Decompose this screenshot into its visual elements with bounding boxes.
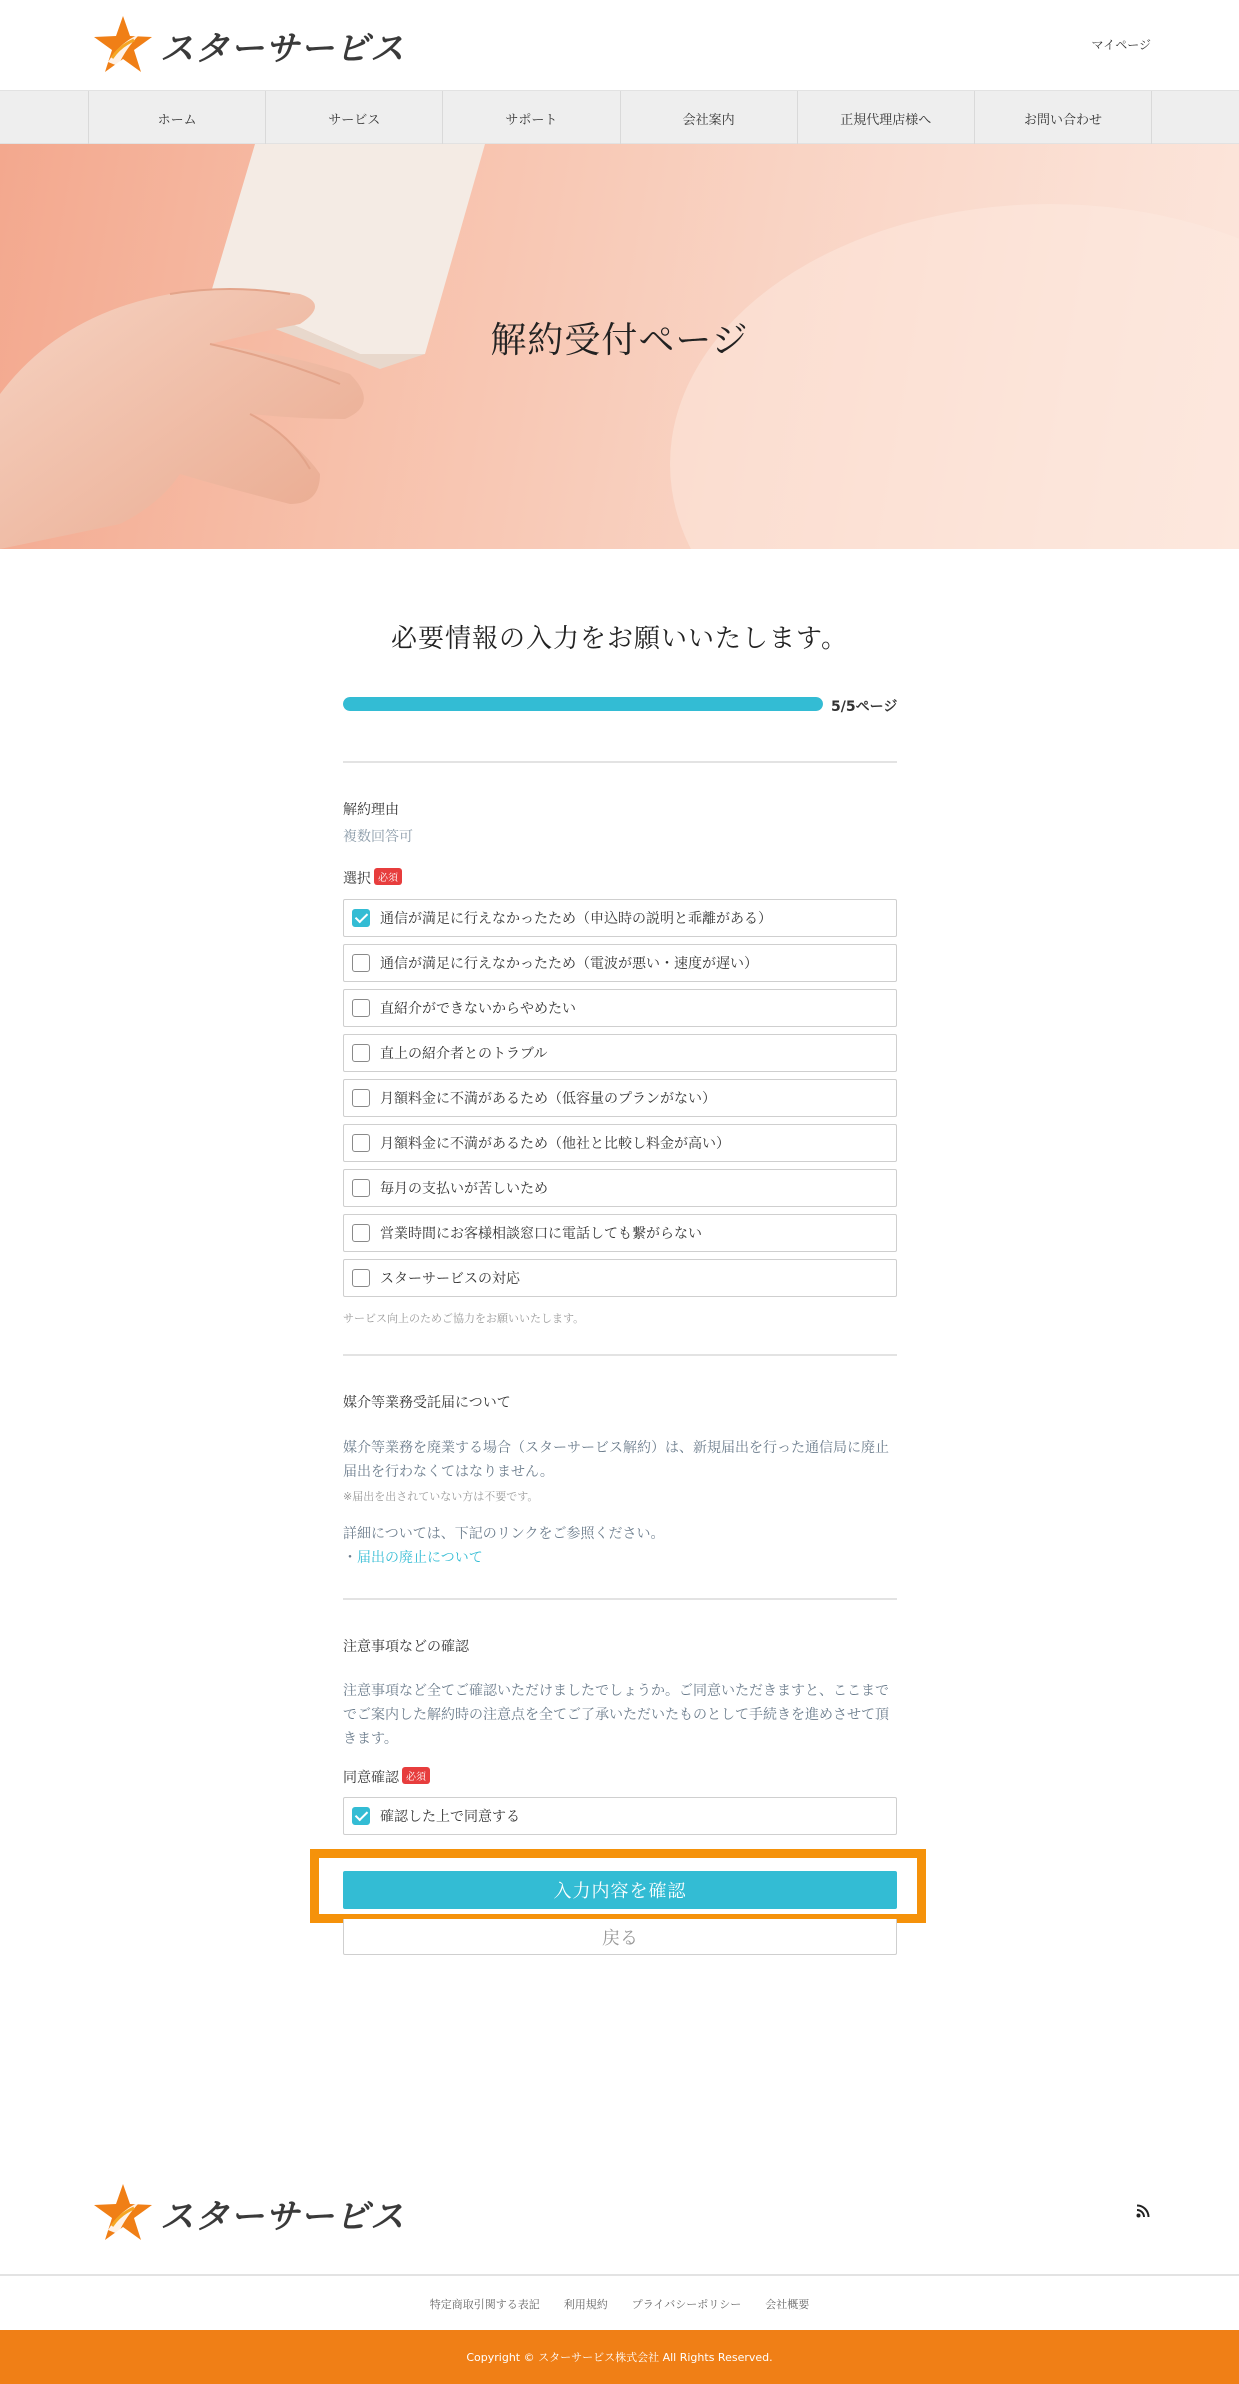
reason-checkbox[interactable]	[352, 1224, 370, 1242]
reason-option-label: 直上の紹介者とのトラブル	[380, 1046, 548, 1062]
footer-link-company[interactable]: 会社概要	[765, 2298, 810, 2311]
reason-checkbox[interactable]	[352, 1089, 370, 1107]
reason-label: 解約理由	[343, 802, 399, 818]
progress-bar	[343, 697, 823, 711]
confirm-body: 注意事項など全てご確認いただけましたでしょうか。ご同意いただきますと、ここまででご案内した解約時の注意点を全てご了承いただいたものとして手続きを進めさせて頂きます。	[343, 1683, 889, 1747]
footer-wordmark: スターサービス	[160, 2196, 405, 2237]
footer-divider	[0, 2274, 1239, 2276]
hero-title: 解約受付ページ	[490, 320, 749, 361]
progress-fill	[343, 697, 823, 711]
global-nav	[0, 90, 1239, 144]
reason-option-label: 通信が満足に行えなかったため（電波が悪い・速度が遅い）	[380, 956, 758, 972]
star-logo-icon	[90, 2180, 156, 2246]
brand-wordmark: スターサービス	[160, 28, 405, 69]
reason-option-label: 直紹介ができないからやめたい	[380, 1001, 576, 1017]
reason-option[interactable]	[343, 989, 897, 1027]
reason-option-label: 月額料金に不満があるため（他社と比較し料金が高い）	[380, 1136, 730, 1152]
reason-note: サービス向上のためご協力をお願いいたします。	[343, 1312, 585, 1325]
reason-checkbox[interactable]	[352, 1134, 370, 1152]
abolition-link[interactable]: 届出の廃止について	[357, 1550, 483, 1566]
page-title: 必要情報の入力をお願いいたします。	[391, 624, 848, 654]
footer-brand-logo[interactable]	[90, 2180, 405, 2246]
reason-option[interactable]	[343, 1214, 897, 1252]
reason-checkbox[interactable]	[352, 909, 370, 927]
nav-item-home[interactable]: ホーム	[89, 91, 266, 145]
reason-checkbox[interactable]	[352, 1044, 370, 1062]
reason-option[interactable]	[343, 1169, 897, 1207]
reason-option-label: スターサービスの対応	[380, 1271, 520, 1287]
reason-option[interactable]	[343, 1259, 897, 1297]
reason-option[interactable]	[343, 899, 897, 937]
required-badge: 必須	[374, 868, 402, 885]
agree-checkbox[interactable]	[352, 1807, 370, 1825]
divider	[343, 761, 897, 763]
footer-link-tokutei[interactable]: 特定商取引関する表記	[429, 2298, 540, 2311]
notice-title: 媒介等業務受託届について	[343, 1395, 511, 1411]
footer-link-terms[interactable]: 利用規約	[563, 2298, 608, 2311]
reason-checkbox[interactable]	[352, 999, 370, 1017]
confirm-input-button[interactable]: 入力内容を確認	[343, 1871, 897, 1909]
progress-label: 5/5ページ	[831, 699, 898, 715]
select-label-text: 選択	[343, 871, 371, 887]
reason-option[interactable]	[343, 944, 897, 982]
reason-checkbox[interactable]	[352, 1179, 370, 1197]
agree-label-text: 同意確認	[343, 1770, 399, 1786]
site-header	[0, 0, 1239, 90]
reason-option[interactable]	[343, 1079, 897, 1117]
copyright: Copyright © スターサービス株式会社 All Rights Reserved.	[0, 2330, 1239, 2384]
hero-banner	[0, 144, 1239, 549]
divider	[343, 1598, 897, 1600]
select-label	[343, 868, 897, 888]
agree-label	[343, 1767, 897, 1787]
reason-option-label: 毎月の支払いが苦しいため	[380, 1181, 548, 1197]
footer-links	[0, 2296, 1239, 2312]
confirm-title: 注意事項などの確認	[343, 1639, 469, 1655]
reason-checkbox[interactable]	[352, 1269, 370, 1287]
notice-body: 媒介等業務を廃業する場合（スターサービス解約）は、新規届出を行った通信局に廃止届出を行わなくてはなりません。	[343, 1440, 889, 1480]
nav-item-agents[interactable]: 正規代理店様へ	[798, 91, 975, 145]
reason-option-label: 営業時間にお客様相談窓口に電話しても繋がらない	[380, 1226, 702, 1242]
mypage-link[interactable]: マイページ	[1091, 38, 1151, 52]
footer-link-privacy[interactable]: プライバシーポリシー	[631, 2298, 742, 2311]
reason-option-label: 通信が満足に行えなかったため（申込時の説明と乖離がある）	[380, 911, 772, 927]
reason-checkbox[interactable]	[352, 954, 370, 972]
required-badge: 必須	[402, 1767, 430, 1784]
nav-item-contact[interactable]: お問い合わせ	[975, 91, 1152, 145]
reason-option-label: 月額料金に不満があるため（低容量のプランがない）	[380, 1091, 716, 1107]
nav-item-support[interactable]: サポート	[443, 91, 620, 145]
reason-sub: 複数回答可	[343, 829, 413, 845]
rss-icon[interactable]	[1136, 2204, 1150, 2218]
notice-small: ※届出を出されていない方は不要です。	[343, 1490, 539, 1503]
nav-item-service[interactable]: サービス	[266, 91, 443, 145]
brand-logo[interactable]	[90, 12, 405, 78]
star-logo-icon	[90, 12, 156, 78]
nav-item-company[interactable]: 会社案内	[621, 91, 798, 145]
notice-link-line	[343, 1546, 897, 1570]
reason-option[interactable]	[343, 1034, 897, 1072]
notice-detail: 詳細については、下記のリンクをご参照ください。	[343, 1526, 665, 1542]
divider	[343, 1354, 897, 1356]
back-button[interactable]: 戻る	[343, 1919, 897, 1955]
agree-checkbox-row[interactable]	[343, 1797, 897, 1835]
link-bullet: ・	[343, 1550, 357, 1566]
agree-checkbox-label: 確認した上で同意する	[380, 1809, 520, 1825]
reason-option[interactable]	[343, 1124, 897, 1162]
